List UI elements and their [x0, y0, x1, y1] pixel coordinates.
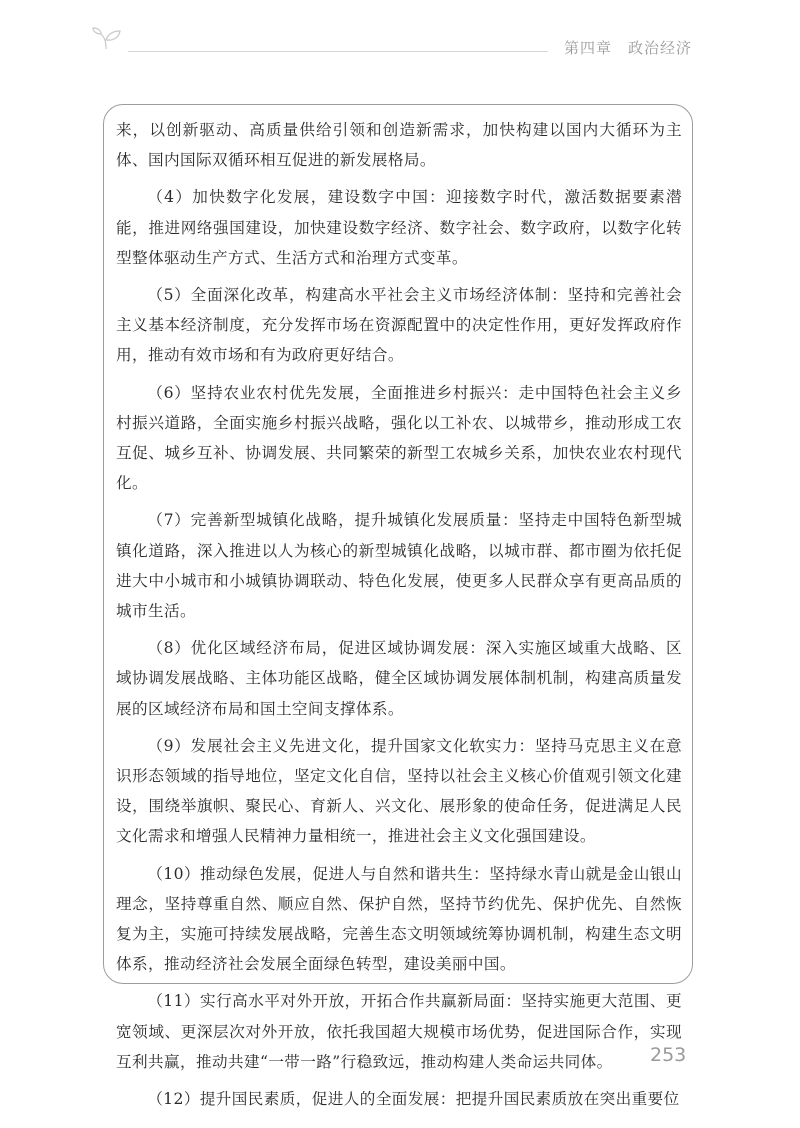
paragraph-item-7: （7）完善新型城镇化战略，提升城镇化发展质量：坚持走中国特色新型城镇化道路，深入推进以人为核心的新型城镇化战略，以城市群、都市圈为依托促进大中小城市和小城镇协调联动、特色化发展，使更多人民群众享有更高品质的城市生活。 — [116, 511, 682, 621]
header-rule — [128, 51, 548, 52]
body-text — [116, 115, 682, 1114]
paragraph-item-9: （9）发展社会主义先进文化，提升国家文化软实力：坚持马克思主义在意识形态领域的指导地位，坚定文化自信，坚持以社会主义核心价值观引领文化建设，围绕举旗帜、聚民心、育新人、兴文化、展形象的使命任务，促进满足人民文化需求和增强人民精神力量相统一，推进社会主义文化强国建设。 — [116, 736, 682, 846]
page-number: 253 — [650, 1044, 687, 1066]
sprout-leaf-icon — [92, 26, 122, 50]
paragraph-continued: 来，以创新驱动、高质量供给引领和创造新需求，加快构建以国内大循环为主体、国内国际双循环相互促进的新发展格局。 — [116, 121, 682, 170]
paragraph-item-10: （10）推动绿色发展，促进人与自然和谐共生：坚持绿水青山就是金山银山理念，坚持尊重自然、顺应自然、保护自然，坚持节约优先、保护优先、自然恢复为主，实施可持续发展战略，完善生态文明领域统筹协调机制，构建生态文明体系，推动经济社会发展全面绿色转型，建设美丽中国。 — [116, 864, 682, 974]
paragraph-item-5: （5）全面深化改革，构建高水平社会主义市场经济体制：坚持和完善社会主义基本经济制度，充分发挥市场在资源配置中的决定性作用，更好发挥政府作用，推动有效市场和有为政府更好结合。 — [116, 286, 682, 365]
paragraph-item-11: （11）实行高水平对外开放，开拓合作共赢新局面：坚持实施更大范围、更宽领域、更深层次对外开放，依托我国超大规模市场优势，促进国际合作，实现互利共赢，推动共建“一带一路”行稳致远，推动构建人类命运共同体。 — [116, 992, 682, 1071]
paragraph-item-4: （4）加快数字化发展，建设数字中国：迎接数字时代，激活数据要素潜能，推进网络强国建设，加快建设数字经济、数字社会、数字政府，以数字化转型整体驱动生产方式、生活方式和治理方式变革。 — [116, 188, 682, 267]
paragraph-item-12: （12）提升国民素质，促进人的全面发展：把提升国民素质放在突出重要位 — [147, 1090, 680, 1109]
page-header — [0, 0, 800, 80]
paragraph-item-8: （8）优化区域经济布局，促进区域协调发展：深入实施区域重大战略、区域协调发展战略、主体功能区战略，健全区域协调发展体制机制，构建高质量发展的区域经济布局和国土空间支撑体系。 — [116, 639, 682, 718]
paragraph-item-6: （6）坚持农业农村优先发展，全面推进乡村振兴：走中国特色社会主义乡村振兴道路，全面实施乡村振兴战略，强化以工补农、以城带乡，推动形成工农互促、城乡互补、协调发展、共同繁荣的新型工农城乡关系，加快农业农村现代化。 — [116, 383, 682, 493]
chapter-title: 第四章 政治经济 — [564, 39, 693, 57]
